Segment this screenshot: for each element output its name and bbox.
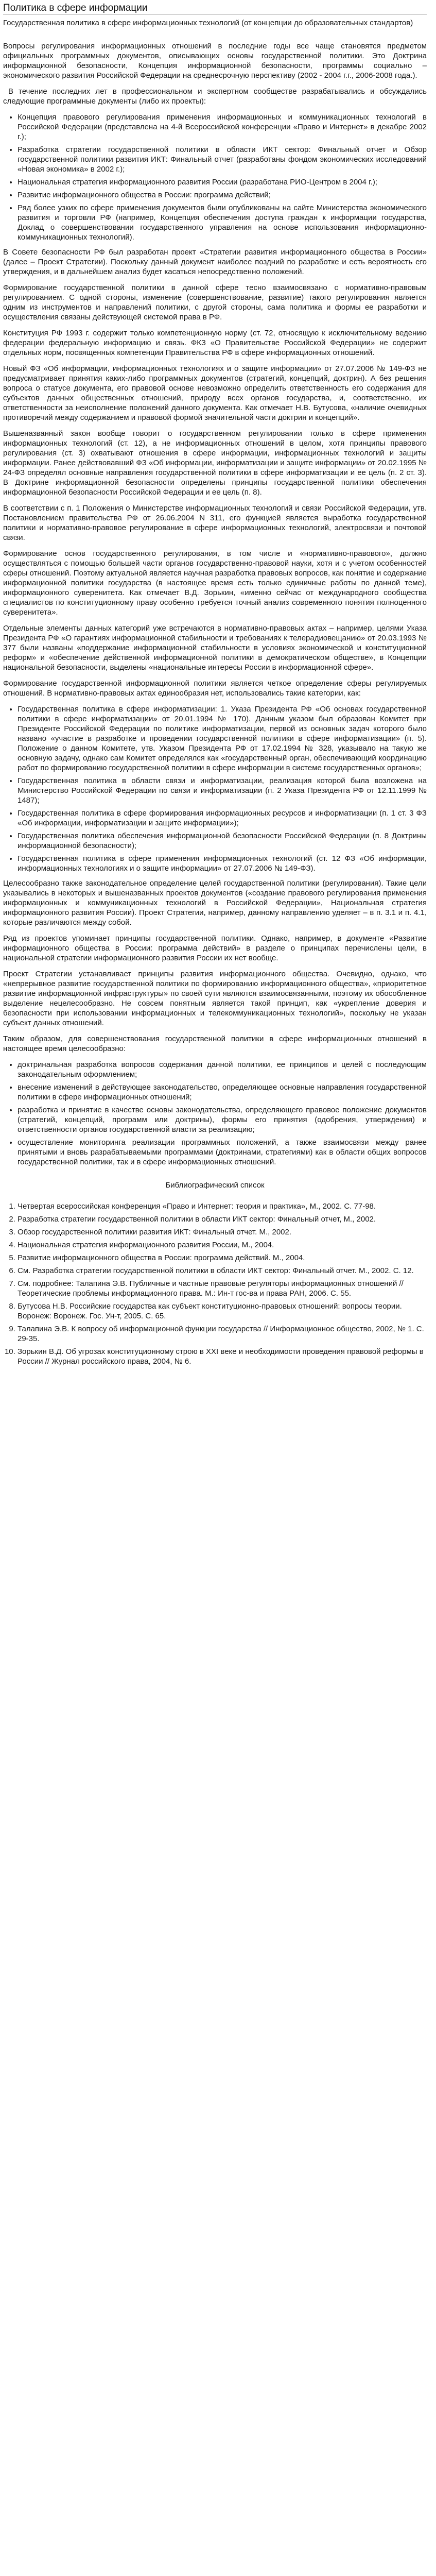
projects-list: [3, 112, 427, 242]
bibliography-item: 9. Талапина Э.В. К вопросу об информационной функции государства // Информационное общество, 2002, № 1. С. 29-35.: [18, 1324, 427, 1344]
list-item: • Национальная стратегия информационного развития России (разработана РИО-Центром в 2004 г.);: [18, 177, 427, 187]
bibliography-list: [3, 1201, 427, 1366]
list-item: • Ряд более узких по сфере применения документов были опубликованы на сайте Министерства экономического развития и торговли РФ (например, Концепция обеспечения доступа граждан к информации государства, Доклад о совершенствовании государственного управления на основе использования информационно-коммуникационных технологий).: [18, 203, 427, 242]
bibliography-item: 10. Зорькин В.Д. Об угрозах конституционному строю в XXI веке и необходимости проведения правовой реформы в России // Журнал российского права, 2004, № 6.: [18, 1347, 427, 1366]
bibliography-item: 2. Разработка стратегии государственной политики в области ИКТ сектор: Финальный отчет, М., 2002.: [18, 1214, 427, 1224]
list-item: • доктринальная разработка вопросов содержания данной политики, ее принципов и целей с последующим законодательным оформлением;: [18, 1060, 427, 1079]
article-subtitle: Государственная политика в сфере информационных технологий (от концепции до образовательных стандартов): [3, 19, 413, 27]
body-paragraph: Целесообразно также законодательное определение целей государственной политики (регулирования). Такие цели указывались в некоторых и вышеназванных проектов документов («создание правового регулирования применения информационных и коммуникационных технологий в Российской Федерации», Национальная стратегия информационного развития России). Проект Стратегии, например, данному направлению уделяет – в п. 3.1 и п. 4.1, которые различаются между собой.: [3, 879, 427, 927]
body-paragraph: Формирование государственной информационной политики является четкое определение сферы регулируемых отношений. В нормативно-правовых актах единообразия нет, использовались такие категории, как:: [3, 679, 427, 698]
bibliography-item: 8. Бутусова Н.В. Российские государства как субъект конституционно-правовых отношений: вопросы теории. Воронеж: Воронеж. Гос. Ун-т, 2005. С. 65.: [18, 1301, 427, 1321]
body-paragraph: Вышеназванный закон вообще говорит о государственном регулировании только в сфере применения информационных технологий (ст. 12), а не информационных отношений в целом, хотя принципы правового регулирования (ст. 3) охватывают отношения в сфере информации, информационных технологий и защиты информации. Ранее действовавший ФЗ «Об информации, информатизации и защите информации» от 20.02.1995 № 24-ФЗ определял основные направления государственной политики в сфере информатизации и ее цель (п. 2 ст. 3). В Доктрине информационной безопасности определены принципы государственной политики обеспечения информационной безопасности Российской Федерации и ее цель (п. 8).: [3, 429, 427, 497]
list-item: • разработка и принятие в качестве основы законодательства, определяющего правовое положение документов (стратегий, концепций, программ или доктрины), формы его принятия (одобрения, утверждения) и ответственности органов государственной власти за реализацию;: [18, 1105, 427, 1134]
categories-list: [3, 704, 427, 873]
list-item: • Концепция правового регулирования применения информационных и коммуникационных технологий в Российской Федерации (представлена на 4-й Всероссийской конференции «Право и Интернет» в декабре 2002 г.);: [18, 112, 427, 142]
bibliography-item: 7. См. подробнее: Талапина Э.В. Публичные и частные правовые регуляторы информационных отношений // Теоретические проблемы информационного права. М.: Ин-т гос-ва и права РАН, 2006. С. 55.: [18, 1279, 427, 1298]
body-paragraph: Ряд из проектов упоминает принципы государственной политики. Однако, например, в документе «Развитие информационного общества в России: программа действий» в разделе о принципах перечислены цели, в национальной стратегии информационного развития России их нет вообще.: [3, 934, 427, 962]
list-item: • Развитие информационного общества в России: программа действий;: [18, 190, 427, 200]
list-item: • Государственная политика в области связи и информатизации, реализация которой была возложена на Министерство Российской Федерации по связи и информатизации (п. 2 Указа Президента РФ от 12.11.1999 № 1487);: [18, 776, 427, 805]
body-paragraph: Проект Стратегии устанавливает принципы развития информационного общества. Очевидно, однако, что «непрерывное развитие государственной политики по формированию информационного общества», «приоритетное развитие информационной инфраструктуры» по своей сути являются взаимосвязанными, поэтому их обособленное выделение нецелесообразно. Не совсем понятным является такой принцип, как «укрепление доверия и безопасности при использовании информационных и телекоммуникационных технологий», поскольку не указан субъект данных отношений.: [3, 970, 427, 1027]
list-item: • Разработка стратегии государственной политики в области ИКТ сектор: Финальный отчет и Обзор государственной политики развития ИКТ: Финальный отчет (разработаны фондом экономических исследований «Новая экономика» в 2002 г.);: [18, 145, 427, 174]
list-item: • Государственная политика в сфере информатизации: 1. Указа Президента РФ «Об основах государственной политики в сфере информатизации» от 20.01.1994 № 170). Данным указом был образован Комитет при Президенте Российской Федерации по политике информатизации, первой из основных задач которого было названо «участие в разработке и проведении государственной политики в сфере информатизации» (п. 5). Положение о данном Комитете, утв. Указом Президента РФ от 17.02.1994 № 328, указывало на такую же основную задачу, однако сам Комитет определялся как «государственный орган, обеспечивающий координацию работ по формированию государственной политики в сфере информации в системе государственных органов»;: [18, 704, 427, 773]
bibliography-item: 3. Обзор государственной политики развития ИКТ: Финальный отчет. М., 2002.: [18, 1227, 427, 1237]
intro-paragraph: В течение последних лет в профессиональном и экспертном сообществе разрабатывались и обсуждались следующие программные документы (либо их проекты):: [3, 87, 427, 106]
list-item: • осуществление мониторинга реализации программных положений, а также взаимосвязи между ранее принятыми и вновь разрабатываемыми программами (доктринами, стратегиями) как в области общих вопросов государственной политики, так и в сфере информационных отношений.: [18, 1138, 427, 1167]
body-paragraph: В соответствии с п. 1 Положения о Министерстве информационных технологий и связи Российской Федерации, утв. Постановлением правительства РФ от 26.06.2004 N 311, его функцией является выработка государственной политики и нормативно-правовое регулирование в сфере информационных технологий, электросвязи и почтовой связи.: [3, 504, 427, 542]
bibliography-item: 5. Развитие информационного общества в России: программа действий. М., 2004.: [18, 1253, 427, 1263]
list-item: • Государственная политика в сфере применения информационных технологий (ст. 12 ФЗ «Об информации, информационных технологиях и о защите информации» от 27.07.2006 № 149-ФЗ).: [18, 854, 427, 873]
body-paragraph: Конституция РФ 1993 г. содержит только компетенционную норму (ст. 72, относящую к исключительному ведению федерации федеральную информацию и связь. ФКЗ «О Правительстве Российской Федерации» не содержит отдельных норм, посвященных компетенции Правительства РФ в сфере информационных отношений.: [3, 329, 427, 357]
body-paragraph: Новый ФЗ «Об информации, информационных технологиях и о защите информации» от 27.07.2006 № 149-ФЗ не предусматривает принятия каких-либо программных документов (стратегий, концепций, доктрин). А без решения вопроса о статусе документа, его правовой основе невозможно определить ответственность его содержания для субъектов данных общественных отношений, природу всех органов государства, и, соответственно, их ответственности за неисполнение положений данного документа. Как отмечает Н.В. Бутусова, «наличие очевидных противоречий между содержанием и правовой формой значительной части доктрин и концепций».: [3, 364, 427, 422]
bibliography-title: Библиографический список: [165, 1181, 265, 1190]
list-item: • внесение изменений в действующее законодательство, определяющее основные направления государственной политики в сфере информационных отношений;: [18, 1082, 427, 1102]
bibliography-item: 6. См. Разработка стратегии государственной политики в области ИКТ сектор: Финальный отчет. М., 2002. С. 12.: [18, 1266, 427, 1276]
bibliography-item: 4. Национальная стратегия информационного развития России, М., 2004.: [18, 1240, 427, 1250]
body-paragraph: Отдельные элементы данных категорий уже встречаются в нормативно-правовых актах – например, целями Указа Президента РФ «О гарантиях информационной стабильности и требованиях к телерадиовещанию» от 20.03.1993 № 377 были названы «поддержание информационной стабильности в условиях экономической и конституционной реформ» и «обеспечение действенной информационной политики в демократическом обществе», в Концепции национальной безопасности, выделены «национальные интересы России в информационной сфере».: [3, 624, 427, 672]
recommendations-list: [3, 1060, 427, 1167]
list-item: • Государственная политика обеспечения информационной безопасности Российской Федерации (п. 8 Доктрины информационной безопасности);: [18, 831, 427, 851]
body-paragraph: Формирование основ государственного регулирования, в том числе и «нормативно-правового», должно осуществляться с помощью большей части органов государственно-правовой науки, хотя и с учетом особенностей сферы отношений. Поэтому актуальной является научная разработка правовых вопросов, как понятие и содержание информационной политики государства (в настоящее время есть только единичные работы по данной теме), информационного суверенитета. Как отмечает В.Д. Зорькин, «именно сейчас от международного сообщества специалистов по конституционному праву особенно требуется точный анализ современного понятия полноценного суверенитета».: [3, 549, 427, 617]
body-paragraph: Формирование государственной политики в данной сфере тесно взаимосвязано с нормативно-правовым регулированием. С одной стороны, изменение (совершенствование, развитие) такого регулирования является одним из инструментов и направлений политики, с другой стороны, сама политика и формы ее разработки и осуществления связаны действующей системой права в РФ.: [3, 283, 427, 321]
page-title: Политика в сфере информации: [3, 3, 427, 15]
list-item: • Государственная политика в сфере формирования информационных ресурсов и информатизации (п. 1 ст. 3 ФЗ «Об информации, информатизации и защите информации»);: [18, 808, 427, 828]
body-paragraph: В Совете безопасности РФ был разработан проект «Стратегии развития информационного общества в России» (далее – Проект Стратегии). Поскольку данный документ наиболее поздний по разработке и есть вероятность его утверждения, и в дальнейшем анализ будет касаться непосредственно положений.: [3, 248, 427, 276]
intro-paragraph: Вопросы регулирования информационных отношений в последние годы все чаще становятся предметом официальных программных документов, описывающих основы государственной политики. Это Доктрина информационной безопасности, Концепция информационной безопасности, программы социально – экономического развития Российской Федерации на среднесрочную перспективу (2002 - 2004 г.г., 2006-2008 года.).: [3, 42, 427, 80]
bibliography-item: 1. Четвертая всероссийская конференция «Право и Интернет: теория и практика», М., 2002. С. 77-98.: [18, 1201, 427, 1211]
body-paragraph: Таким образом, для совершенствования государственной политики в сфере информационных отношений в настоящее время целесообразно:: [3, 1035, 427, 1053]
